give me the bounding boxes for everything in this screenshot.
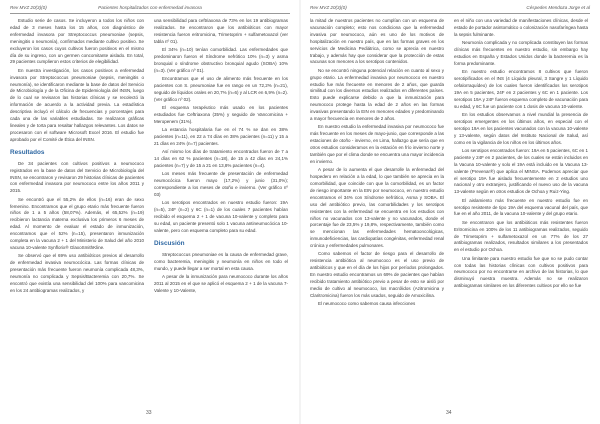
paragraph: Neumonía complicada y no complicada constituyen las formas clínicas más frecuentes en nuestro estudio, sin embargo hay estudios en España y Estados Unidos donde la bacteremia es la forma predominante. [454,40,588,66]
page-number: 33 [146,410,152,416]
header-rule [10,13,290,14]
paragraph: Se observó que el 69% uso antibióticos previos al desarrollo de enfermedad invasiva neumocócica. Las formas clínicas de presentación más frecuente fueron neumonía complicada 48,3%, neumonía no complicada y Sepsis/Bacteremia con 20,7%. Se encontró que existía una sensibilidad del 100% para vancomicina en los 24 antibiogramas realizados, y [10,253,144,293]
journal-citation: Rev MVZ 20(3)(0) [10,5,47,10]
paragraph: Se encontraron que los antibióticos más resistentes fueron Eritromicina en 100% de los 11 antibiogramas realizados, seguido de Trimetoprim + sulfametoxazol en un 77% de los 27 antibiogramas realizados, resultados similares a los presentados en el estudio por Ochoa. [454,219,588,253]
page-number: 34 [446,410,452,416]
paragraph: El neumococo como sabemos causa infecciones [318,301,416,307]
paragraph: La estancia hospitalaria fue en el 74 % se dan en 38% pacientes (n=11), en 22 a 74 días en 38% pacientes (n=11) y 15 a 21 días en 24% (n=7) pacientes. [154,127,288,146]
paragraph: Los serotipos encontrados fueron: 19A en 5 pacientes, 6C en 1 paciente y 24F en 2 pacientes, de los cuales se están incluidos en la Vacuna 10-valente y solo el 19A está incluido en la Vacuna 13-valente (Prevenar®) que aplica el MINSA. Podemos apreciar que el serotipo 19A fue aislado frecuentemente en 2 estudios uno nacional y otro extranjero, justificando el nuevo uso de la vacuna 13-valente según en otros estudios de Ochoa y Ruiz-Ying. [454,147,588,195]
paragraph: Encontramos que el uso de alimento más frecuente en los pacientes con S. pneumoniae fue en rango en un 72,2% (n=21), seguido de líquidos orales en 20,7% (n=6) y al LCR en 6,9% (n=2). (Ver gráfico nº 02). [154,76,288,102]
paragraph: la mitad de nuestros pacientes no cumplían con un esquema de vacunación completo; esto nos condiciona que la enfermedad invasiva por neumococo, aún es uno de los motivos de hospitalización en nuestro país, que en las formas graves en los servicios de Medicina Pediátrica, como se aprecia en nuestro trabajo, y además hay que considerar que la protección de estas vacunas son menores a los serotipos contenidos. [310,18,444,65]
paragraph: en el niño con una variedad de manifestaciones clínicas, desde el estado de portador asintomático o colonización nasofaríngea hasta la sepsis fulminante. [454,18,588,37]
paragraph: Streptococcus pneumoniae es la causa de enfermedad grave, como bacteremia, meningitis y neumonía en niños en todo el mundo, y puede llegar a ser mortal en esta causa. [154,251,288,271]
paragraph: Los meses más frecuente de presentación de enfermedad neumocócica fueron mayo (17,2%) y junio (31,0%); correspondiente a los meses de otoño e invierno. (Ver gráfico nº 03) [154,171,288,198]
paragraph: una sensibilidad para ceftriaxona de 73% en los 19 antibiogramas realizados. Se encontraron que los antibióticos con mayor resistencia fueron eritromicina, Trimetoprim + sulfametoxazol (ver tabla nº 01). [154,18,288,44]
paragraph: Los serotipos encontrados en nuestro estudio fueron: 19A (n=5), 24F (n=2) y 6C (n=1) de los cuales 7 pacientes habían recibido el esquema 2 + 1 de vacuna 10-valente y completo para su edad, un paciente presentó solo 1 vacuna antineumocócica 10-valente, pero con esquema completo para su edad. [154,200,288,234]
right-column-1 [310,18,444,310]
paragraph: El 34% (n=10) tenían comorbilidad. Las enfermedades que predominaron fueron el Síndrome nefrótico 10% (n=3) y asma bronquial o síndrome obstructivo bronquial agudo (SOBA) 10% (n=3). (Ver gráfico nº 01). [154,47,288,73]
paragraph: Estudio serie de casos. Se incluyeron a todos los niños con edad de 3 meses hasta los 15 años, con diagnóstico de enfermedad invasora por Streptococcus pneumoniae (sepsis, meningitis o neumonía), confirmados mediante cultivo positivo. Se excluyeron los casos cuyos cultivos fueron positivos en el mismo día de su ingreso, con un germen concomitante aislado. En total, 29 pacientes cumplieron estos criterios de elegibilidad. [10,18,144,65]
running-title: Pacientes hospitalizados con enfermedad invasora [98,5,202,10]
paragraph: Una limitante para nuestro estudio fue que no se pudo contar con todas las historias clínicas con cultivos positivos para neumococo por no encontrarse en archivo de las historias, lo que disminuyó nuestra muestra. Además no se realizaron antibiogramas similares en los diferentes cultivos por ello se fue [454,255,588,289]
paragraph: A pesar de lo aumenta el que desarrolle la enfermedad del hospedero en relación a la edad, lo que también se aprecia en la comorbilidad, que coincide con que la comorbilidad, es un factor de riesgo importante en la EIN por neumococo, en nuestro estudio encontramos el 34% con Síndrome nefrótico, Asma y SOBA. El uso del antibiótico previo, las comorbilidades y los serotipos resistentes con la enfermedad se encuentra en los estudios con niños no vacunados con 13-valente y no vacunados, donde el porcentaje fue de 23,5% y 19,8%, respectivamente, también como se mencionan las enfermedades hematooncológicas, inmunodeficiencias, las cardiopatías congénitas, enfermedad renal crónica y enfermedades pulmonares. [310,167,444,249]
paragraph: Así mismo los días de tratamiento encontrados fueron de 7 a 14 días en 62 % pacientes (n=18), de 15 a 42 días en 24,1% pacientes (n=7) y de 15 a 21 en 13,8% pacientes (n=4). [154,149,288,169]
paragraph: En nuestro estudio la enfermedad invasiva por neumococo fue más frecuente en los meses de mayo-junio, que corresponde a las estaciones de otoño - invierno, en Lima, hallazgo que sería que en otros estudios consideramos en la estación en frío invierno norte y también que por el clima donde se encuentra una mayor incidencia en invierno. [310,124,444,164]
paragraph: Como sabemos el factor de riesgo para el desarrollo de resistencia antibiótica al neumococo es el uso previo de antibióticos y que en el día de los hijos por períodos prolongados. En nuestro estudio encontramos un 69% de pacientes que habían recibido tratamiento antibiótico previo a pesar de esto se aisló por medio de cultivo al neumococo, los macrólidos (Azitromicina y Claritromicina) fueron los más usados, seguido de Amoxicilina. [310,251,444,298]
paragraph: En nuestro estudio encontramos 8 cultivos que fueron serotipificados en el INS (4 Líquido pleural, 3 Sangre y 1 Líquido cefalorraquídeo) de los cuales fueron identificados los serotipos 19A en 5 pacientes, 24F en 2 pacientes y 6C en 1 paciente. Los serotipos 19A y 24F fueron esquema completo de vacunación para su edad, y 6C fue un paciente con 1 dosis de vacuna 10-valente. [454,69,588,109]
paragraph: No se encontró ninguna potencial relación en cuanto al sexo y grupo etario. La enfermedad invasiva por neumococo en nuestro estudio fue más frecuente en menores de 2 años, que guarda similitud con los diversos estudios realizados en diferentes países. Esto puede explicarse debido a que la inmunización para neumococo protege hasta la edad de 2 años en las formas invasivas presentando la EIN en menores edades y predominando a mayor frecuencia en menores de 2 años. [310,67,444,122]
paragraph: A pesar de la inmunización para neumococo durante los años 2011 al 2015 en el que se aplicó el esquema 2 + 1 de la vacuna 7-Valente y 10-Valente, [154,274,288,293]
paragraph: Se encontró que el 55,2% de ellos (n=16) eran de sexo femenino. Encontramos que el grupo etario más frecuente fueron niños de 1 a 5 años (58,07%). Además, el 65,52% (n=19) recibieron lactancia materna exclusiva los primeros 6 meses de edad. Al momento de evaluar el estado de inmunización, encontramos que el 52% (n=15), presentaron inmunización completa en la vacuna 2 + 1 del Ministerio de Salud del año 2010 vacuna 10-valente Synflorix® GlaxoSmithKline. [10,196,144,250]
left-column-1 [10,18,144,296]
section-heading-discussion: Discusión [154,239,185,247]
right-page [300,0,600,424]
left-running-header [10,5,290,13]
paragraph: De 34 pacientes con cultivos positivos a neumococo registrados en la base de datos del Servicio de Microbiología del INSN, se encontraron y revisaron 29 historias clínicas de pacientes con enfermedad invasora por neumococo entre los años 2011 y 2015. [10,160,144,194]
paragraph: En nuestra investigación, los casos positivos a enfermedad invasora por Streptococcus pneumoniae (sepsis, meningitis o neumonía), se identificaron mediante la base de datos del Servicio de Microbiología y de la Oficina de Epidemiología del INSN, luego de lo cual se revisaron las historias clínicas y se recolectó la información de acuerdo a la actividad previa. La estadística descriptiva incluyó el cálculo de frecuencias y porcentajes para cada una de las variables estudiadas. Se realizaron gráficas lineales y de torta para resaltar hallazgos relevantes. Los datos se procesaron con el software Microsoft Excel 2016. El estudio fue aprobado por el Comité de Ética del INSN. [10,67,144,142]
header-rule [310,13,590,14]
section-heading-results: Resultados [10,148,45,156]
paragraph: El aislamiento más frecuente en nuestro estudio fue en serotipo resistente de tipo 19A del esquema vacunal del país, que fue en el año 2011, de la vacuna 10-valente y del grupo etario. [454,197,588,217]
paragraph: El esquema terapéutico más usado en los pacientes estudiados fue Ceftriaxona (35%) y seguido de Vancomicina + Meropenem (31%). [154,105,288,124]
left-column-2 [154,18,288,296]
journal-citation: Rev MVZ 20(3)(0) [310,5,347,10]
running-authors: Céspedes Mendoza Jorge et al [526,5,590,10]
right-running-header [310,5,590,13]
paragraph: En los estudios observamos a nivel mundial la presencia de serotipos emergentes en los últimos años, en especial con el serotipo 19A en los pacientes vacunados con la vacuna 10-valente y 13-valente, según datos del Instituto Nacional de Salud, así como en la vigilancia de los niños en los últimos años. [454,111,588,145]
right-column-2 [454,18,588,292]
